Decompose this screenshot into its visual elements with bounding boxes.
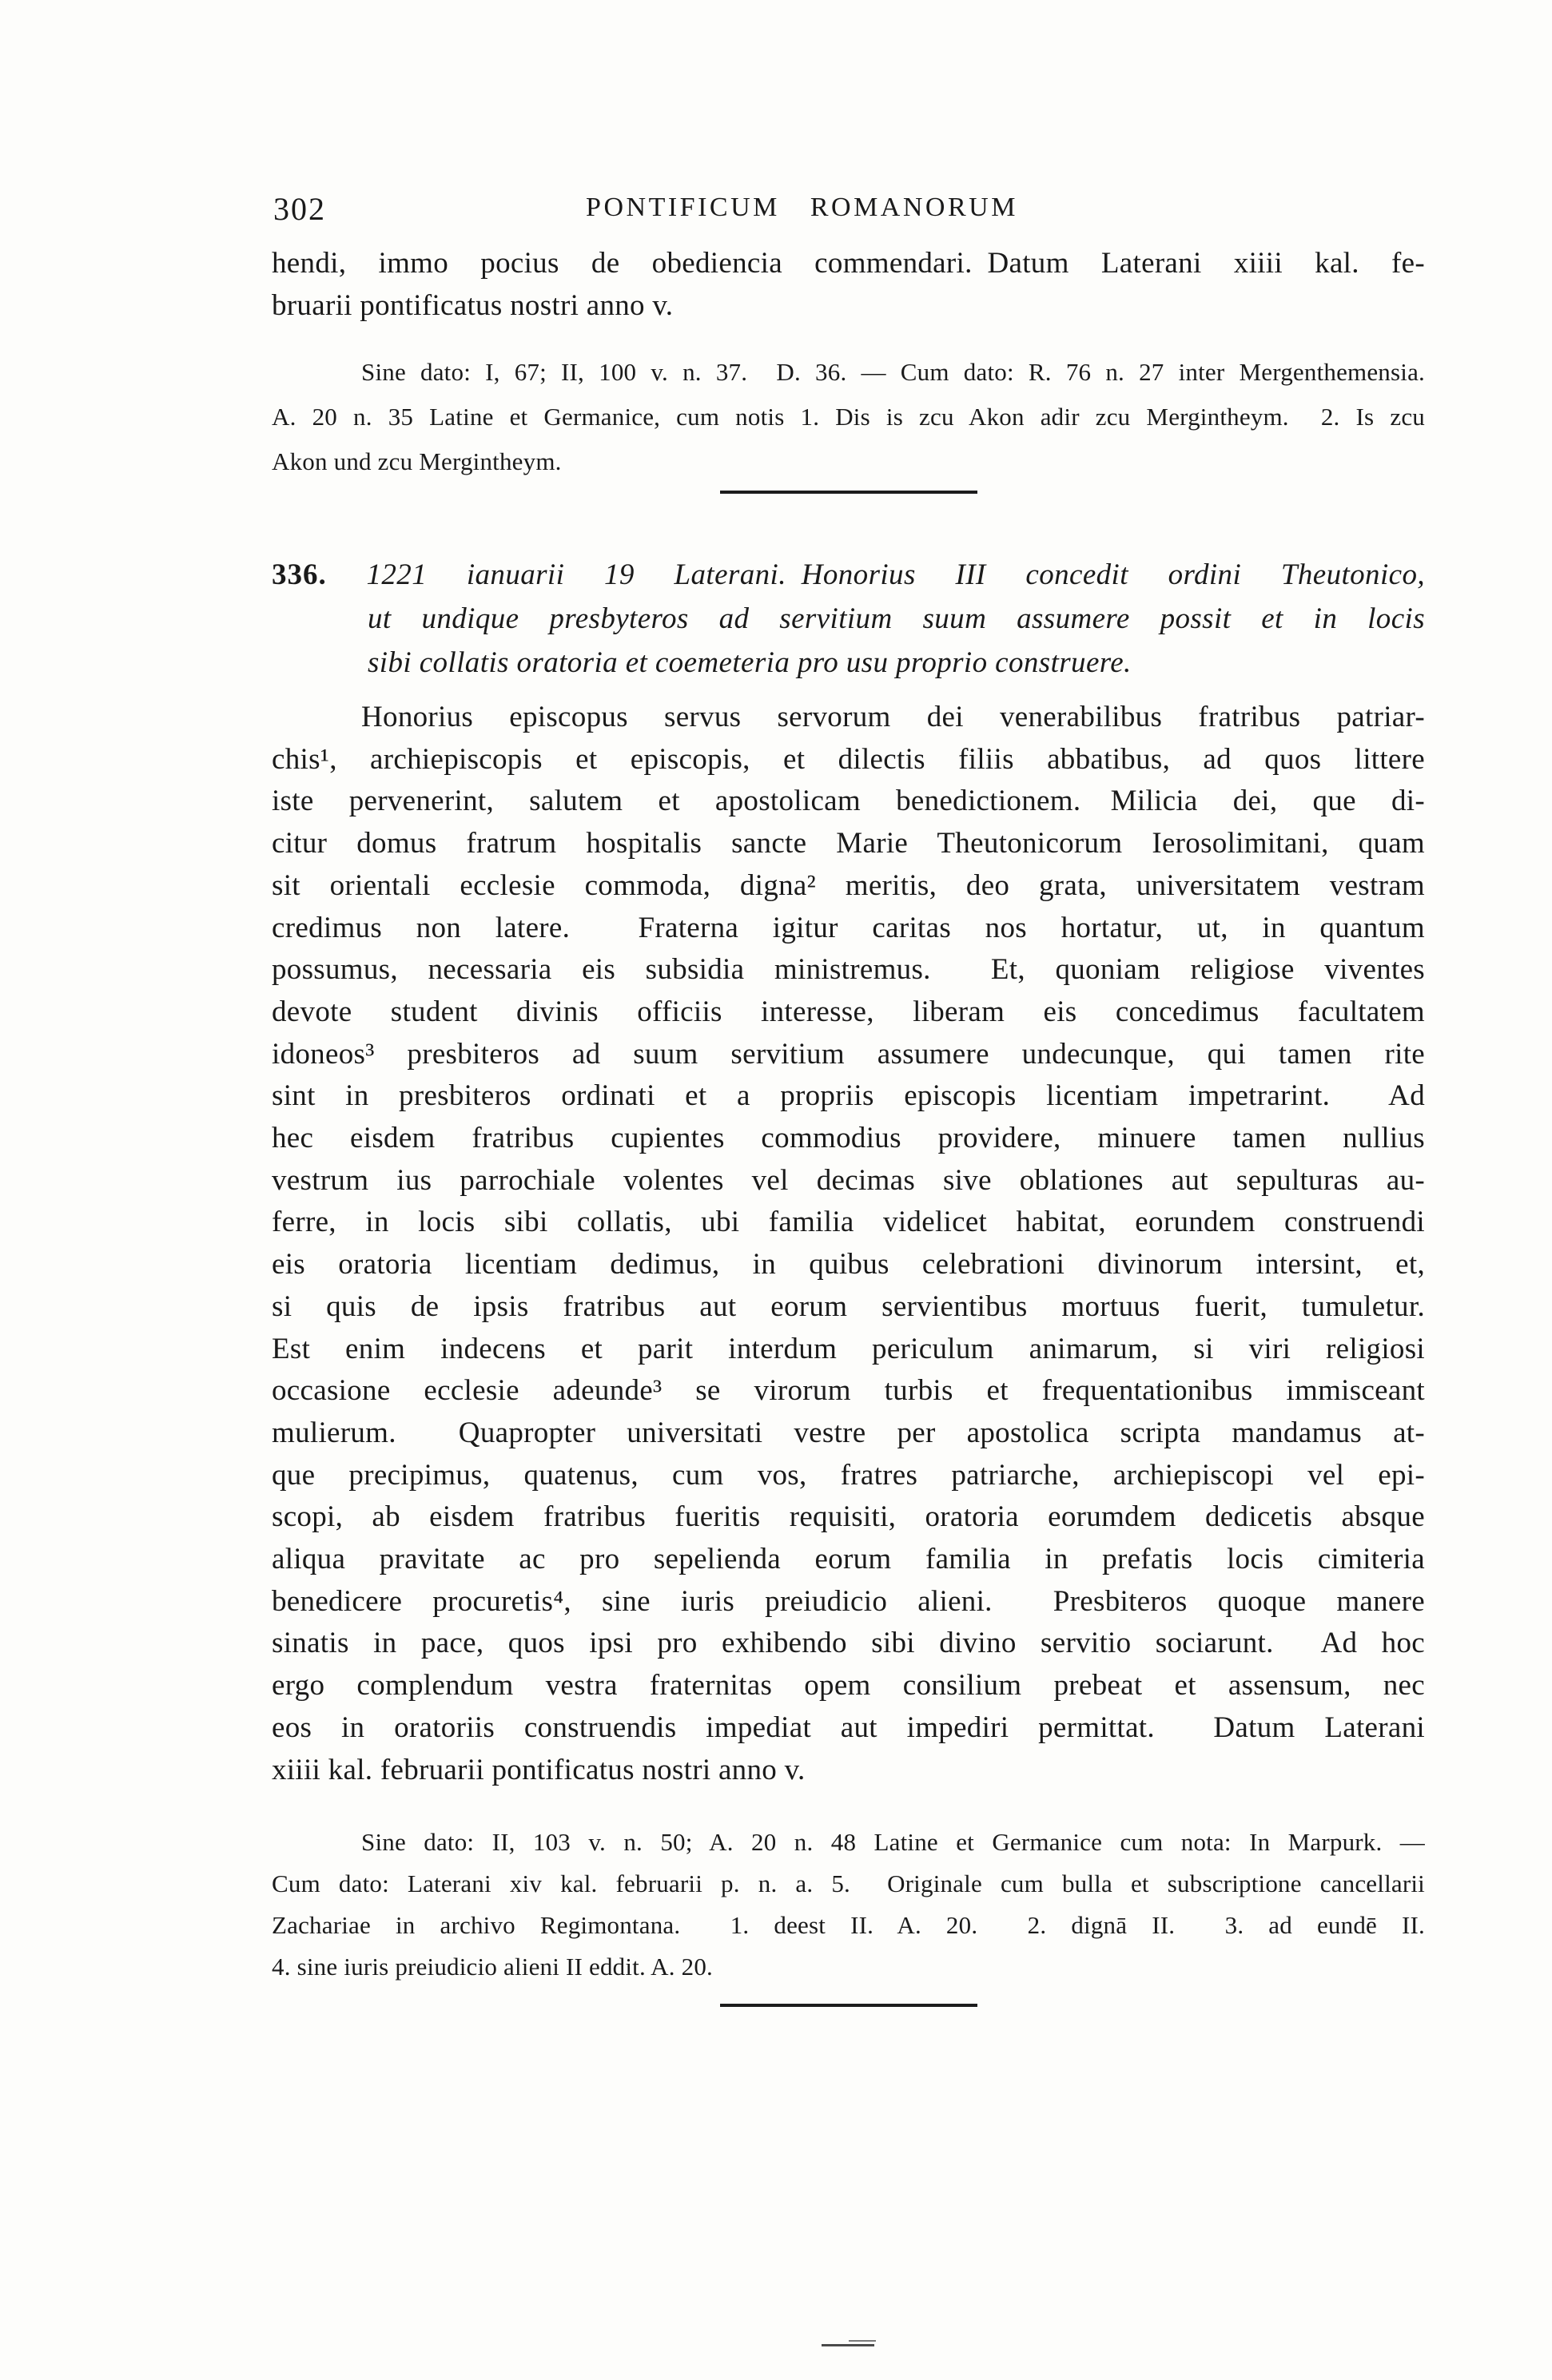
text-line: mulierum. Quapropter universitati vestre per apostolica scripta mandamus at-	[272, 1416, 1425, 1449]
text-line: si quis de ipsis fratribus aut eorum servientibus mortuus fuerit, tumuletur.	[272, 1289, 1425, 1323]
previous-entry-body	[272, 242, 1425, 327]
running-head	[272, 190, 1425, 232]
text-line: eos in oratoriis construendis impediat aut impediri permittat. Datum Laterani	[272, 1711, 1425, 1744]
text-line: ferre, in locis sibi collatis, ubi familia videlicet habitat, eorundem construendi	[272, 1206, 1425, 1239]
text-line: Akon und zcu Mergintheym.	[272, 447, 562, 475]
text-line: possumus, necessaria eis subsidia ministremus. Et, quoniam religiose viventes	[272, 953, 1425, 987]
text-line: aliqua pravitate ac pro sepelienda eorum familia in prefatis locis cimiteria	[272, 1543, 1425, 1576]
text-line: credimus non latere. Fraterna igitur caritas nos hortatur, ut, in quantum	[272, 911, 1425, 944]
text-line: citur domus fratrum hospitalis sancte Marie Theutonicorum Ierosolimitani, quam	[272, 827, 1425, 860]
scan-artifact-mark	[822, 2344, 874, 2346]
text-line: bruarii pontificatus nostri anno v.	[272, 289, 674, 322]
text-line: idoneos³ presbiteros ad suum servitium assumere undecunque, qui tamen rite	[272, 1037, 1425, 1071]
text-line: Sine dato: II, 103 v. n. 50; A. 20 n. 48 Latine et Germanice cum nota: In Marpurk. —	[361, 1828, 1425, 1856]
text-line: Sine dato: I, 67; II, 100 v. n. 37. D. 36. — Cum dato: R. 76 n. 27 inter Mergenthemensia.	[361, 358, 1425, 386]
text-line: iste pervenerint, salutem et apostolicam benedictionem. Milicia dei, que di-	[272, 785, 1425, 818]
entry-number: 336.	[272, 558, 327, 591]
text-line: que precipimus, quatenus, cum vos, fratres patriarche, archiepiscopi vel epi-	[272, 1458, 1425, 1492]
text-line: hendi, immo pocius de obediencia commendari. Datum Laterani xiiii kal. fe-	[272, 247, 1425, 280]
previous-entry-apparatus	[272, 350, 1425, 484]
text-line: Est enim indecens et parit interdum periculum animarum, si viri religiosi	[272, 1332, 1425, 1365]
text-line	[272, 553, 1425, 597]
text-line: devote student divinis officiis interesse, liberam eis concedimus facultatem	[272, 995, 1425, 1028]
page-number: 302	[273, 191, 326, 227]
section-divider-rule	[720, 491, 977, 494]
text-line: eis oratoria licentiam dedimus, in quibus celebrationi divinorum intersint, et,	[272, 1248, 1425, 1281]
text-line: ergo complendum vestra fraternitas opem consilium prebeat et assensum, nec	[272, 1669, 1425, 1703]
entry-summary-text: 1221 ianuarii 19 Laterani. Honorius III concedit ordini Theutonico,	[366, 558, 1426, 591]
text-line: sibi collatis oratoria et coemeteria pro usu proprio construere.	[368, 646, 1132, 679]
running-title: PONTIFICUM ROMANORUM	[586, 193, 1018, 222]
text-line: hec eisdem fratribus cupientes commodius providere, minuere tamen nullius	[272, 1122, 1425, 1155]
text-line: benedicere procuretis⁴, sine iuris preiudicio alieni. Presbiteros quoque manere	[272, 1584, 1425, 1618]
text-line: chis¹, archiepiscopis et episcopis, et dilectis filiis abbatibus, ad quos littere	[272, 742, 1425, 776]
text-line: vestrum ius parrochiale volentes vel decimas sive oblationes aut sepulturas au-	[272, 1163, 1425, 1197]
text-line: Honorius episcopus servus servorum dei venerabilibus fratribus patriar-	[361, 701, 1425, 733]
text-line: occasione ecclesie adeunde³ se virorum turbis et frequentationibus immisceant	[272, 1374, 1425, 1408]
entry-summary	[272, 553, 1425, 685]
text-line: Cum dato: Laterani xiv kal. februarii p. n. a. 5. Originale cum bulla et subscriptione cancellarii	[272, 1869, 1425, 1897]
scan-artifact-mark	[849, 2340, 876, 2342]
text-line: sint in presbiteros ordinati et a propriis episcopis licentiam impetrarint. Ad	[272, 1079, 1425, 1113]
entry-body	[272, 697, 1425, 1791]
text-line: A. 20 n. 35 Latine et Germanice, cum notis 1. Dis is zcu Akon adir zcu Mergintheym. 2. Is zcu	[272, 403, 1425, 431]
text-line: sinatis in pace, quos ipsi pro exhibendo sibi divino servitio sociarunt. Ad hoc	[272, 1627, 1425, 1660]
text-line: 4. sine iuris preiudicio alieni II eddit. A. 20.	[272, 1953, 713, 1981]
text-line: ut undique presbyteros ad servitium suum assumere possit et in locis	[368, 602, 1425, 635]
text-line: Zachariae in archivo Regimontana. 1. deest II. A. 20. 2. dignā II. 3. ad eundē II.	[272, 1911, 1425, 1939]
text-line: scopi, ab eisdem fratribus fueritis requisiti, oratoria eorumdem dedicetis absque	[272, 1500, 1425, 1534]
text-line: sit orientali ecclesie commoda, digna² meritis, deo grata, universitatem vestram	[272, 868, 1425, 902]
end-of-entry-rule	[720, 2004, 977, 2007]
entry-apparatus	[272, 1822, 1425, 1988]
text-line: xiiii kal. februarii pontificatus nostri anno v.	[272, 1753, 806, 1786]
